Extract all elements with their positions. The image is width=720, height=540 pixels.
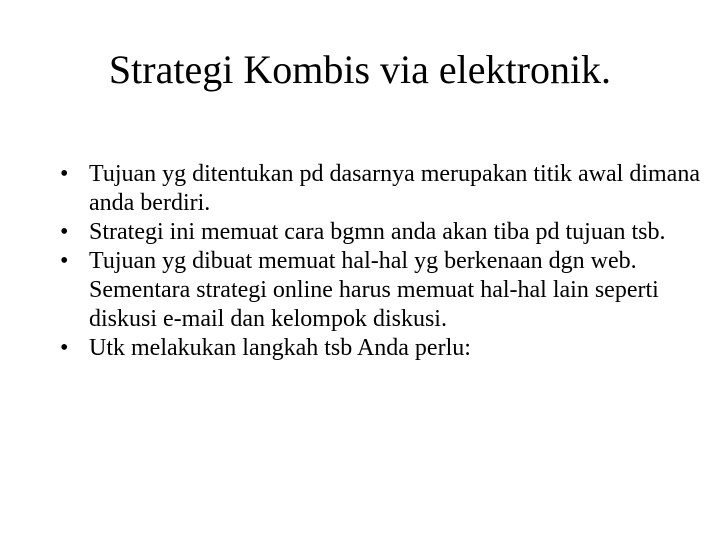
bullet-text: Tujuan yg ditentukan pd dasarnya merupakan titik awal dimana anda berdiri. <box>89 161 700 216</box>
bullet-text: Utk melakukan langkah tsb Anda perlu: <box>89 335 471 361</box>
bullet-text: Tujuan yg dibuat memuat hal-hal yg berkenaan dgn web. Sementara strategi online harus memuat hal-hal lain seperti diskusi e-mail dan kelompok diskusi. <box>89 248 659 332</box>
list-item <box>60 160 700 218</box>
bullet-icon: • <box>60 248 69 274</box>
list-item <box>60 247 700 334</box>
slide-title: Strategi Kombis via elektronik. <box>108 47 612 92</box>
list-item <box>60 334 700 363</box>
bullet-list <box>60 160 700 363</box>
list-item <box>60 218 700 247</box>
bullet-text: Strategi ini memuat cara bgmn anda akan tiba pd tujuan tsb. <box>89 219 666 245</box>
bullet-icon: • <box>60 219 69 245</box>
bullet-icon: • <box>60 161 69 187</box>
bullet-icon: • <box>60 335 69 361</box>
